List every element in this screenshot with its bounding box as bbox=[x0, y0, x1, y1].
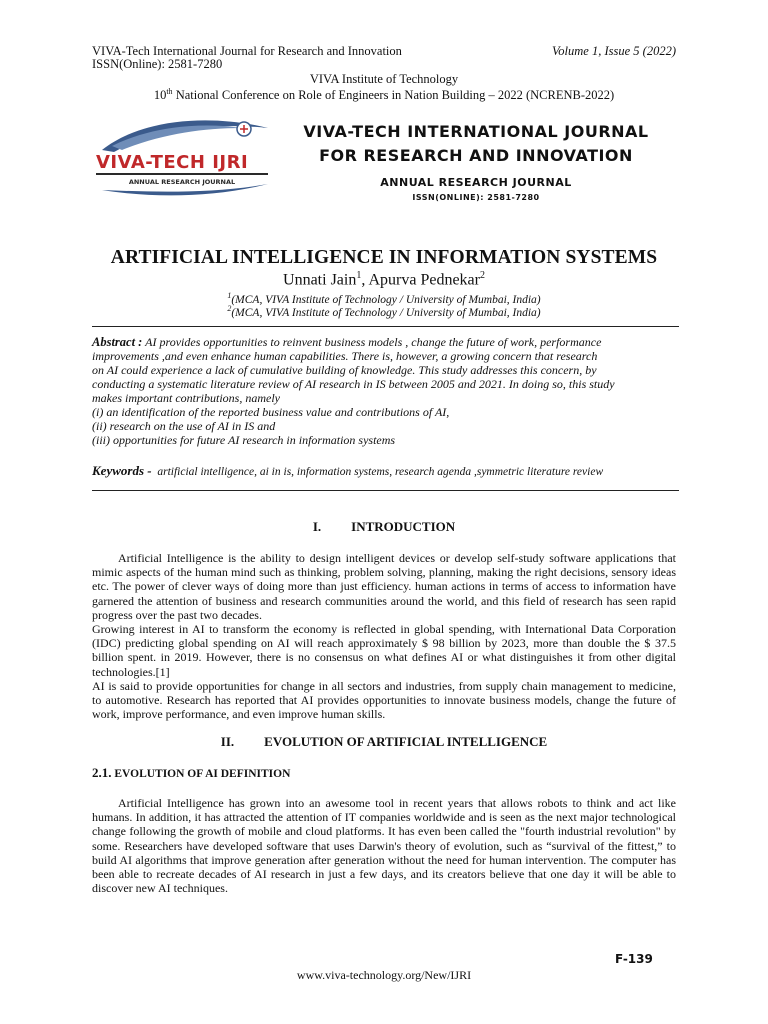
author-2: Apurva Pednekar bbox=[368, 271, 480, 289]
conference-ordinal-suffix: th bbox=[166, 87, 173, 96]
section-1-body bbox=[92, 551, 676, 721]
abstract-line-5: makes important contributions, namely bbox=[92, 391, 280, 405]
affiliation-1-mark: 1 bbox=[227, 291, 232, 300]
abstract-line-2: improvements ,and even enhance human capabilities. There is, however, a growing concern that research bbox=[92, 349, 598, 363]
author-1-affil-mark: 1 bbox=[356, 270, 362, 281]
journal-title-line-2: FOR RESEARCH AND INNOVATION bbox=[319, 146, 633, 165]
affiliation-2-mark: 2 bbox=[227, 304, 232, 313]
subsection-2-1-heading bbox=[92, 765, 290, 781]
author-list bbox=[0, 270, 768, 289]
intro-paragraph-1: Artificial Intelligence is the ability to design intelligent devices or develop self-study software applications that mimic aspects of the human mind such as thinking, problem solving, planning, making the right decisions, sensory ideas etc. The power of clever ways of doing more than just efficiency. human actions in terms of access to information have garnered the attention of business and research communities around the world, and this field of research has seen rapid progress over the past two decades. bbox=[92, 551, 676, 622]
abstract-bottom-rule bbox=[92, 490, 679, 491]
page-number: F-139 bbox=[615, 952, 653, 966]
header-issn: ISSN(Online): 2581-7280 bbox=[92, 57, 223, 71]
keywords-label: Keywords - bbox=[92, 463, 152, 478]
logo-tagline-text: ANNUAL RESEARCH JOURNAL bbox=[128, 178, 236, 186]
author-2-affil-mark: 2 bbox=[479, 270, 485, 281]
journal-logo-graphic bbox=[92, 112, 276, 196]
journal-logo-issn: ISSN(ONLINE): 2581-7280 bbox=[412, 193, 540, 202]
affiliation-1-text: (MCA, VIVA Institute of Technology / University of Mumbai, India) bbox=[231, 293, 541, 306]
paper-title: ARTIFICIAL INTELLIGENCE IN INFORMATION SYSTEMS bbox=[110, 247, 658, 268]
header-institute: VIVA Institute of Technology bbox=[309, 72, 459, 86]
section-2-title: EVOLUTION OF ARTIFICIAL INTELLIGENCE bbox=[264, 734, 548, 749]
section-1-heading bbox=[0, 519, 768, 535]
logo-brand-text: VIVA-TECH IJRI bbox=[96, 152, 249, 173]
header-volume: Volume 1, Issue 5 (2022) bbox=[552, 44, 676, 58]
footer-url: www.viva-technology.org/New/IJRI bbox=[296, 968, 472, 982]
conference-name: National Conference on Role of Engineers in Nation Building – 2022 (NCRENB-2022) bbox=[172, 88, 615, 103]
abstract-line-1-text: AI provides opportunities to reinvent business models , change the future of work, performance bbox=[145, 335, 602, 349]
header-journal-name: VIVA-Tech International Journal for Research and Innovation bbox=[92, 44, 402, 58]
abstract-line-1 bbox=[92, 335, 676, 349]
keywords-line bbox=[92, 463, 603, 479]
section-2-heading bbox=[0, 734, 768, 750]
keywords-text: artificial intelligence, ai in is, information systems, research agenda ,symmetric literature review bbox=[157, 466, 604, 478]
section-1-title: INTRODUCTION bbox=[351, 519, 456, 534]
conference-ordinal: 10 bbox=[153, 88, 167, 103]
affiliation-2 bbox=[0, 304, 768, 319]
section-2-number: II. bbox=[220, 734, 235, 749]
abstract-line-6: (i) an identification of the reported business value and contributions of AI, bbox=[92, 405, 450, 419]
section-2-body bbox=[92, 796, 676, 895]
intro-paragraph-3: AI is said to provide opportunities for change in all sectors and industries, from supply chain management to medicine, to automotive. Research has reported that AI provides opportunities to innovate business models, change the future of work, improve performance, and even improve human skills. bbox=[92, 678, 676, 722]
abstract-line-8: (iii) opportunities for future AI research in information systems bbox=[92, 433, 396, 447]
abstract-line-3: on AI could experience a lack of cumulative building of knowledge. This study addresses this concern, by bbox=[92, 363, 597, 377]
abstract-label: Abstract : bbox=[92, 335, 143, 349]
abstract-line-4: conducting a systematic literature review of AI research in IS between 2005 and 2021. In doing so, this study bbox=[92, 377, 615, 391]
journal-title-line-1: VIVA-TECH INTERNATIONAL JOURNAL bbox=[303, 122, 649, 141]
journal-subtitle: ANNUAL RESEARCH JOURNAL bbox=[380, 176, 572, 189]
subsection-2-1-number: 2.1. bbox=[92, 765, 112, 780]
abstract-top-rule bbox=[92, 326, 679, 327]
intro-paragraph-2: Growing interest in AI to transform the economy is reflected in global spending, with International Data Corporation (IDC) predicting global spending on AI will reach approximately $ 98 billion by 2023, more than double the $ 37.5 billion spent. in 2019. However, there is no consensus on what defines AI or what distinguishes it from other digital technologies.[1] bbox=[92, 622, 676, 679]
author-1: Unnati Jain bbox=[283, 271, 357, 289]
journal-logo bbox=[92, 112, 276, 196]
section-1-number: I. bbox=[312, 519, 322, 534]
author-separator: , bbox=[361, 271, 369, 289]
evolution-paragraph: Artificial Intelligence has grown into an awesome tool in recent years that allows robots to think and act like humans. In addition, it has attracted the attention of IT companies worldwide and is seen as the next major technological change following the growth of mobile and cloud platforms. It has even been called the "fourth industrial revolution" by some. Researchers have developed software that uses Darwin's theory of evolution, such as “survival of the fittest,” to build AI algorithms that improve generation after generation without the need for human intervention. The computer has been able to recreate decades of AI research in just a few days, and its creators believe that one day it will be able to discover new AI techniques. bbox=[92, 796, 676, 896]
header-conference bbox=[0, 85, 768, 102]
subsection-2-1-title: EVOLUTION OF AI DEFINITION bbox=[114, 768, 291, 780]
affiliation-2-text: (MCA, VIVA Institute of Technology / University of Mumbai, India) bbox=[231, 306, 541, 319]
abstract-line-7: (ii) research on the use of AI in IS and bbox=[92, 419, 276, 433]
